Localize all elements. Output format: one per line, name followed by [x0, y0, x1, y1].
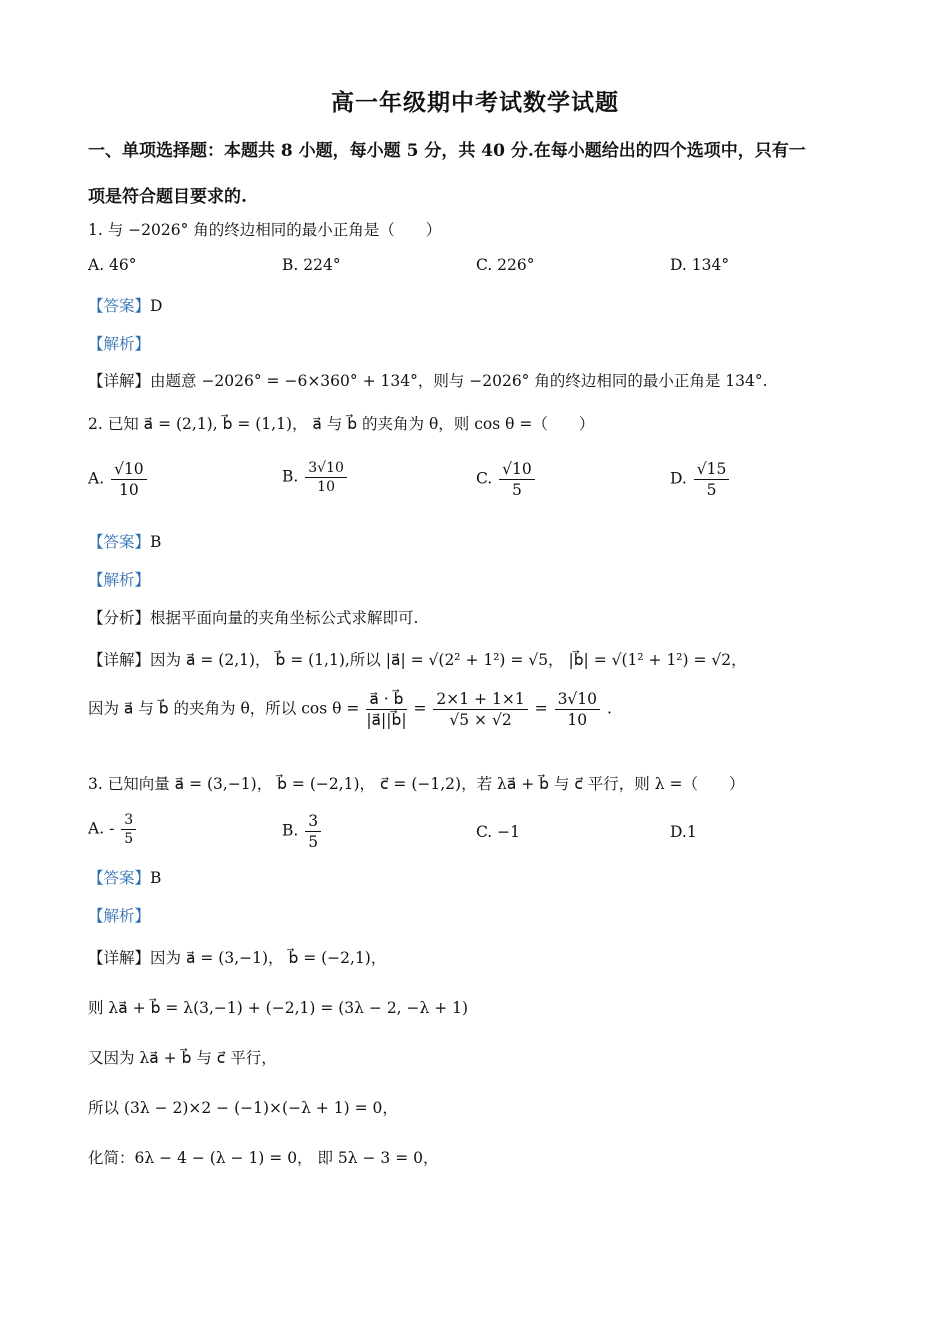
- detail-label: 【详解】: [88, 949, 151, 967]
- q1-option-c: C. 226°: [476, 256, 535, 274]
- q2-option-b-den: 10: [317, 479, 335, 495]
- q3-option-c-value: −1: [497, 823, 521, 841]
- q1-stem: 1. 与 −2026° 角的终边相同的最小正角是（ ）: [88, 221, 442, 239]
- answer-label: 【答案】: [88, 297, 151, 315]
- q3-option-d-value: 1: [686, 823, 697, 841]
- q2-option-c-num: √10: [499, 460, 535, 480]
- q2-option-b-num: 3√10: [305, 460, 347, 478]
- q3-option-b-num: 3: [305, 812, 321, 832]
- q1-option-d: D. 134°: [670, 256, 730, 274]
- q3-detail-line3: 又因为 λa⃗ + b⃗ 与 c⃗ 平行，: [88, 1049, 277, 1067]
- q3-option-c: [476, 823, 520, 841]
- q2-option-c-label: C.: [476, 469, 493, 488]
- q2-option-d: [670, 460, 731, 499]
- q2-detail-line2: 因为 a⃗ 与 b⃗ 的夹角为 θ，所以 cos θ = $\frac{a⃗ \cdot b⃗}{|a⃗||b⃗|}$ = $\frac{2\times 1 + 1\times 1}{√5 \times √2}$ = $\frac{3√10}{10}$ .: [88, 690, 612, 729]
- q2-frac1-num: a⃗ · b⃗: [366, 690, 406, 710]
- q2-fenxi-text: 根据平面向量的夹角坐标公式求解即可.: [150, 609, 419, 627]
- q1-answer-value: D: [150, 297, 163, 315]
- q3-detail1-text: 因为 a⃗ = (3,−1)， b⃗ = (−2,1)，: [150, 949, 387, 967]
- q2-option-d-den: 5: [706, 481, 717, 499]
- q2-frac2-den: √5 × √2: [449, 711, 512, 729]
- q2-option-d-label: D.: [670, 469, 687, 488]
- q1-option-b: B. 224°: [282, 256, 341, 274]
- q1-option-a: A. 46°: [88, 256, 137, 274]
- q2-option-a: [88, 460, 149, 499]
- q2-option-c: [476, 460, 537, 499]
- q3-detail-line5: 化简：6λ − 4 − (λ − 1) = 0， 即 5λ − 3 = 0，: [88, 1149, 439, 1167]
- section-heading-line2: 项是符合题目要求的.: [88, 187, 247, 207]
- q3-answer: [88, 866, 161, 888]
- analysis-label: 【解析】: [88, 907, 151, 925]
- q2-option-a-num: √10: [111, 460, 147, 480]
- q3-option-a: [88, 812, 138, 847]
- q2-stem: 2. 已知 a⃗ = (2,1), b⃗ = (1,1)， a⃗ 与 b⃗ 的夹角为 θ，则 cos θ =（ ）: [88, 415, 595, 433]
- q3-detail-line4: 所以 (3λ − 2)×2 − (−1)×(−λ + 1) = 0，: [88, 1099, 398, 1117]
- q2-option-c-den: 5: [512, 481, 522, 499]
- q3-option-a-num: 3: [121, 812, 136, 830]
- analysis-label: 【解析】: [88, 571, 151, 589]
- q2-answer: [88, 530, 161, 552]
- q2-analysis: [88, 568, 150, 590]
- q3-analysis: [88, 904, 150, 926]
- q2-detail1-text: 因为 a⃗ = (2,1)， b⃗ = (1,1),所以 |a⃗| = √(2² + 1²) = √5， |b⃗| = √(1² + 1²) = √2，: [150, 651, 747, 669]
- q2-option-a-label: A.: [88, 469, 105, 488]
- q3-option-b: [282, 812, 323, 851]
- q2-option-d-num: √15: [694, 460, 730, 480]
- q3-option-b-den: 5: [308, 833, 319, 851]
- detail-label: 【详解】: [88, 651, 151, 669]
- q2-frac2-num: 2×1 + 1×1: [433, 690, 527, 710]
- answer-label: 【答案】: [88, 533, 151, 551]
- q3-detail-line2: 则 λa⃗ + b⃗ = λ(3,−1) + (−2,1) = (3λ − 2, −λ + 1): [88, 999, 469, 1017]
- section-heading-line1: 一、单项选择题：本题共 8 小题，每小题 5 分，共 40 分.在每小题给出的四个选项中，只有一: [88, 141, 806, 161]
- q2-fenxi: [88, 606, 418, 628]
- q3-option-b-label: B.: [282, 821, 299, 840]
- analysis-label: 【解析】: [88, 335, 151, 353]
- page-title: 高一年级期中考试数学试题: [331, 89, 619, 116]
- q2-frac3-num: 3√10: [555, 690, 600, 710]
- q2-option-b: [282, 460, 349, 495]
- q1-answer: [88, 294, 162, 316]
- q2-detail2-text: 因为 a⃗ 与 b⃗ 的夹角为 θ，所以 cos θ =: [88, 699, 360, 718]
- q2-frac3-den: 10: [567, 711, 588, 729]
- fenxi-label: 【分析】: [88, 609, 151, 627]
- q2-option-a-den: 10: [119, 481, 139, 499]
- q3-option-a-sign: -: [109, 819, 115, 838]
- q2-frac1-den: |a⃗||b⃗|: [366, 711, 407, 729]
- q1-detail-text: 由题意 −2026° = −6×360° + 134°，则与 −2026° 角的终边相同的最小正角是 134°.: [150, 372, 768, 390]
- q3-answer-value: B: [150, 869, 162, 887]
- q3-option-a-label: A.: [88, 819, 105, 838]
- answer-label: 【答案】: [88, 869, 151, 887]
- q3-option-a-den: 5: [124, 831, 134, 847]
- q3-option-d-label: D.: [670, 823, 687, 841]
- detail-label: 【详解】: [88, 372, 151, 390]
- q2-option-b-label: B.: [282, 467, 299, 486]
- q1-detail: [88, 369, 768, 391]
- q3-stem: 3. 已知向量 a⃗ = (3,−1)， b⃗ = (−2,1)， c⃗ = (−1,2)，若 λa⃗ + b⃗ 与 c⃗ 平行，则 λ =（ ）: [88, 775, 745, 793]
- q3-option-c-label: C.: [476, 823, 493, 841]
- q1-analysis: [88, 332, 150, 354]
- q2-detail-line1: [88, 648, 747, 670]
- q3-detail-line1: [88, 946, 386, 968]
- q3-option-d: [670, 823, 697, 841]
- q2-answer-value: B: [150, 533, 162, 551]
